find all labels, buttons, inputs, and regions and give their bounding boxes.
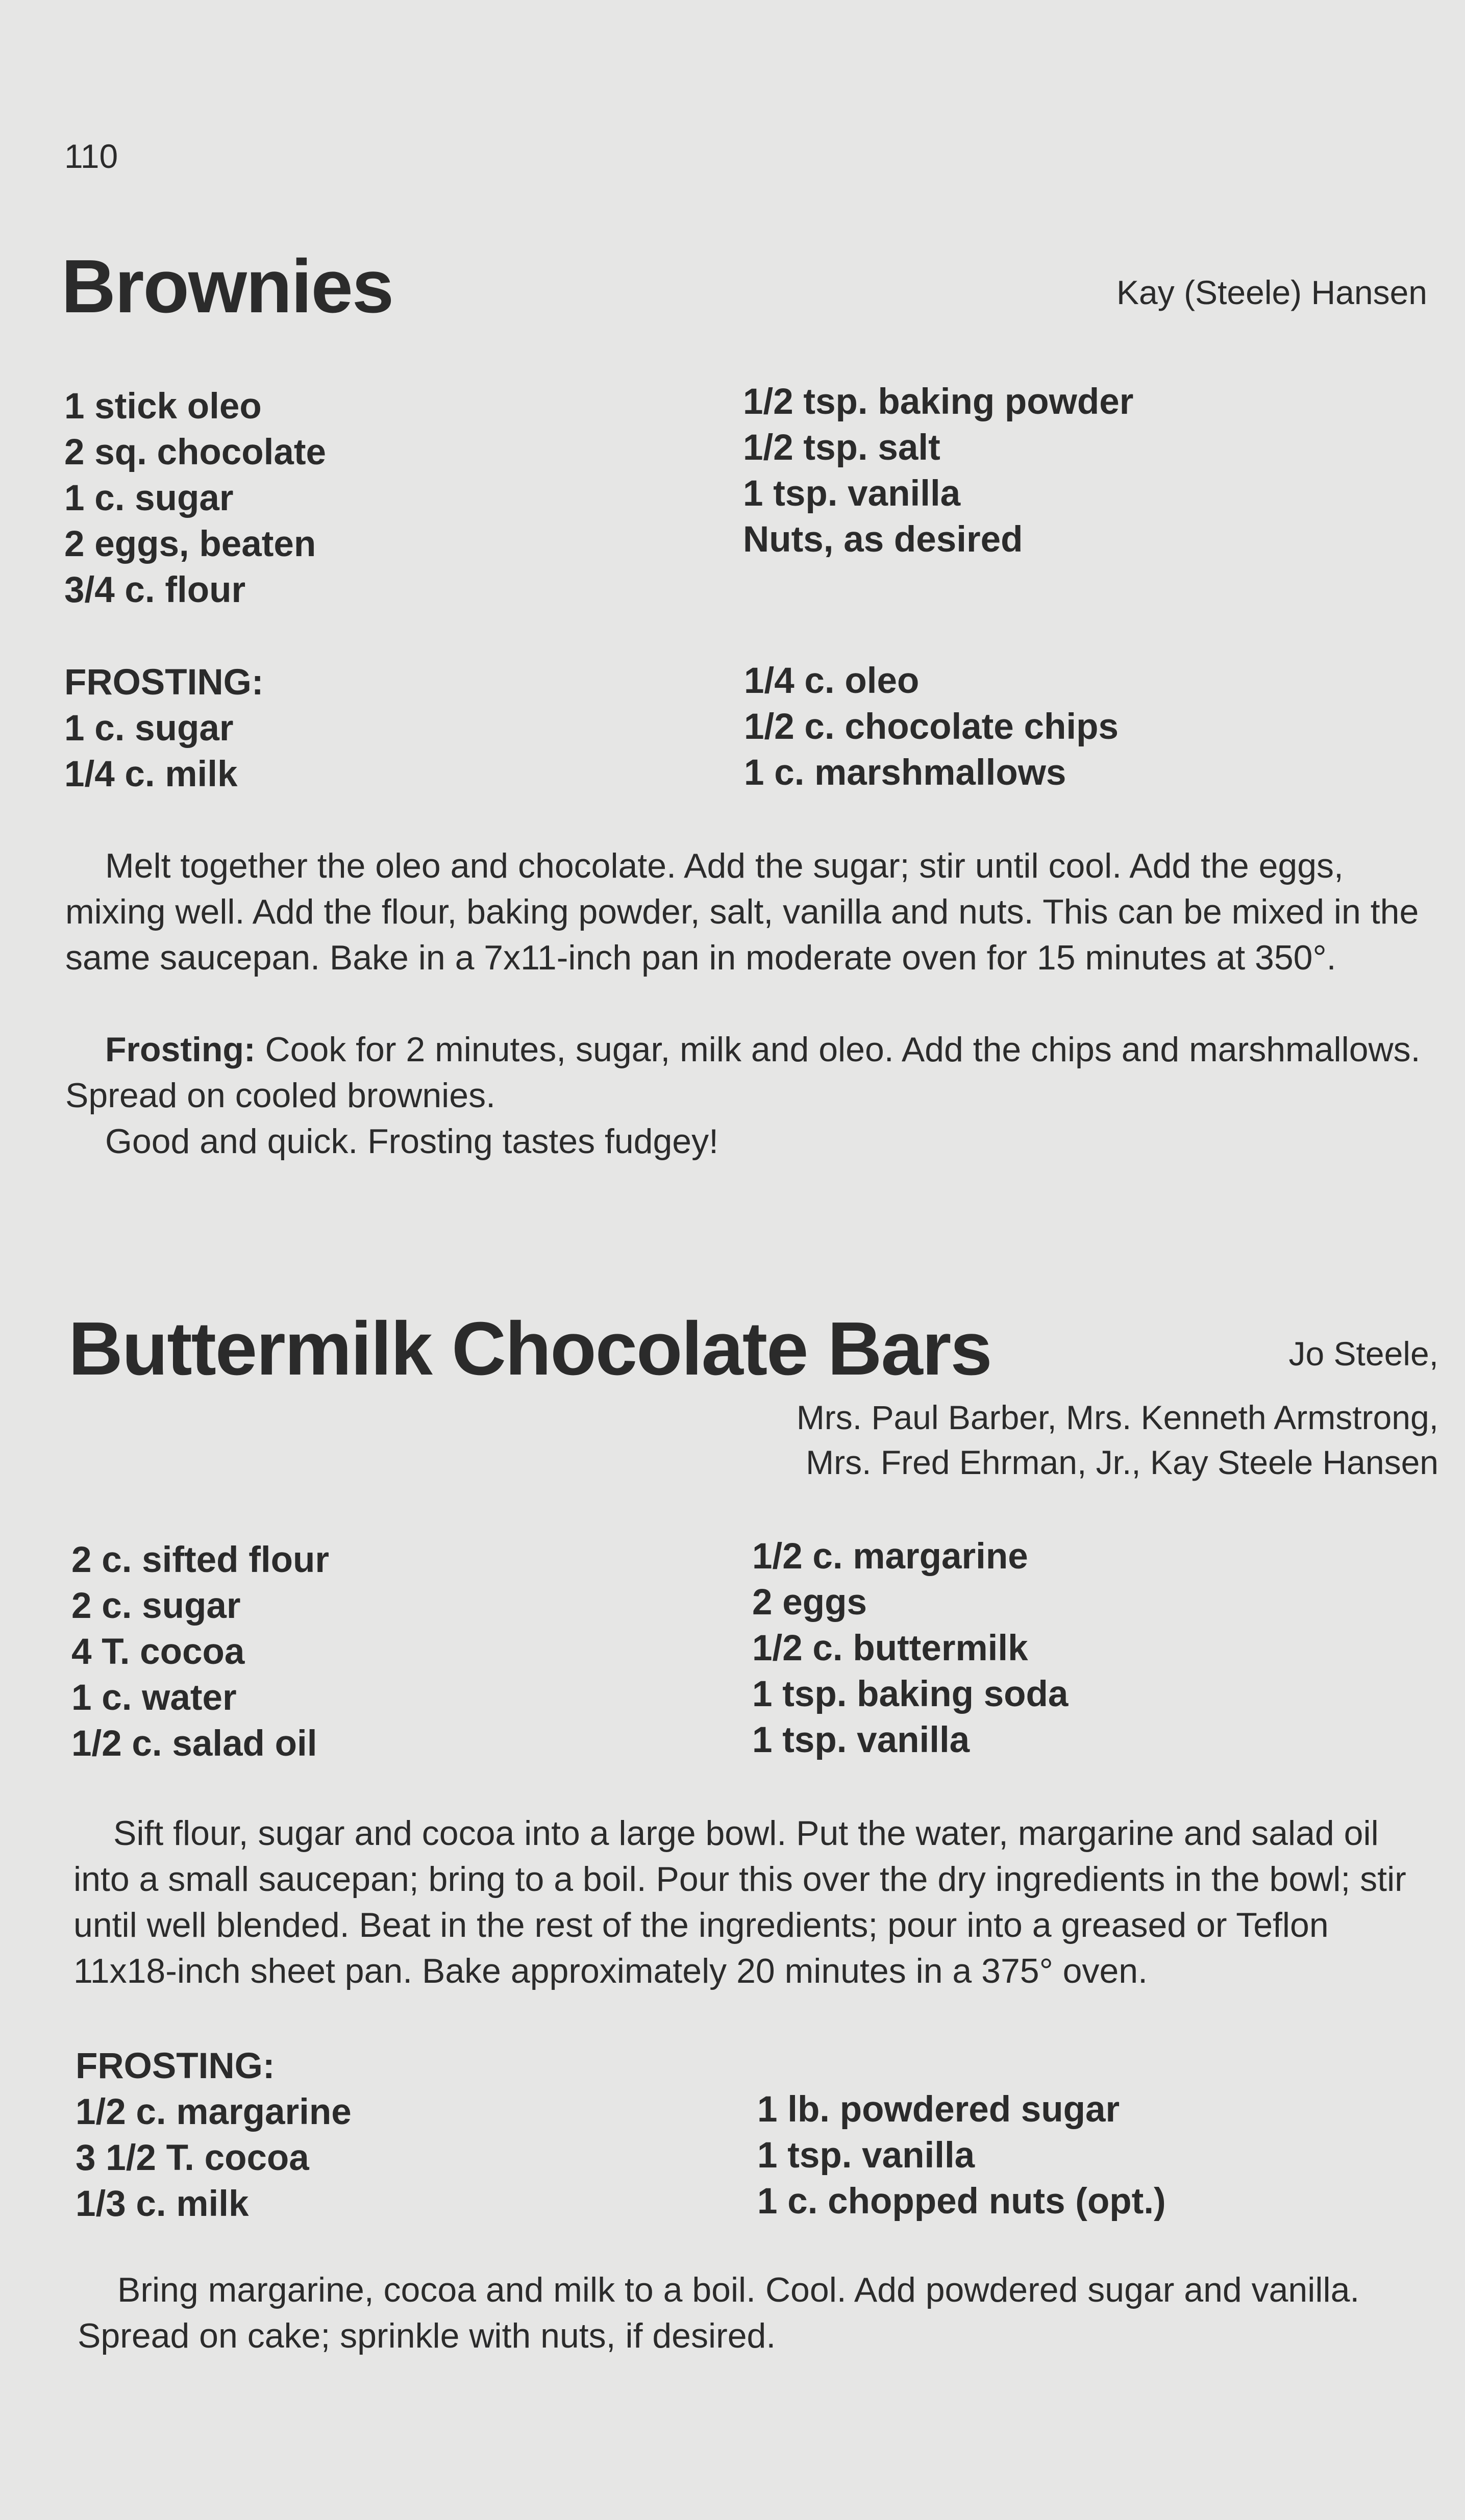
frosting-directions-text: Cook for 2 minutes, sugar, milk and oleo. Add the chips and marshmallows. Spread on cooled brownies. [65,1030,1421,1115]
ingredient-item: 1 c. sugar [64,478,234,518]
recipe-contributor-brownies: Kay (Steele) Hansen [1116,273,1427,311]
frosting-heading: FROSTING: [76,2046,275,2086]
ingredient-item: 1/2 c. chocolate chips [744,707,1119,747]
recipe-contributor-line: Jo Steele, [1288,1335,1438,1373]
ingredient-list-right [752,1534,1068,1763]
ingredient-list-right [743,379,1133,563]
ingredient-item: 1 c. chopped nuts (opt.) [757,2181,1166,2222]
recipe-directions: Melt together the oleo and chocolate. Add the sugar; stir until cool. Add the eggs, mixing well. Add the flour, baking powder, salt, vanilla and nuts. This can be mixed in the same saucepan. Bake in a 7x11-inch pan in moderate oven for 15 minutes at 350°. [65,846,1419,977]
recipe-contributor-line: Mrs. Paul Barber, Mrs. Kenneth Armstrong, [796,1399,1438,1436]
frosting-directions [65,1027,1433,1118]
recipe-title-buttermilk-bars: Buttermilk Chocolate Bars [68,1307,991,1391]
ingredient-item: 1 lb. powdered sugar [757,2089,1120,2130]
ingredient-item: 1 c. sugar [64,708,234,748]
ingredient-item: 1 tsp. vanilla [743,473,961,514]
frosting-directions: Bring margarine, cocoa and milk to a boil. Cool. Add powdered sugar and vanilla. Spread on cake; sprinkle with nuts, if desired. [78,2271,1360,2355]
ingredient-item: Nuts, as desired [743,519,1023,560]
recipe-title-brownies: Brownies [61,244,393,329]
ingredient-item: 1 c. water [71,1678,237,1718]
frosting-list-right [757,2087,1166,2225]
ingredient-item: 1/2 c. margarine [752,1536,1028,1577]
ingredient-item: 1 stick oleo [64,386,262,427]
ingredient-item: 2 c. sugar [71,1586,241,1626]
ingredient-item: 1 tsp. vanilla [757,2135,975,2176]
ingredient-item: 1 tsp. baking soda [752,1674,1069,1714]
frosting-heading: FROSTING: [64,662,264,703]
ingredient-item: 1/2 tsp. baking powder [743,382,1134,422]
ingredient-list-left [71,1537,329,1767]
ingredient-item: 1/3 c. milk [76,2184,249,2224]
ingredient-item: 1/4 c. milk [64,754,238,794]
ingredient-item: 1/2 tsp. salt [743,428,940,468]
ingredient-item: 3/4 c. flour [64,570,246,610]
ingredient-item: 1/2 c. margarine [76,2092,352,2132]
ingredient-item: 2 eggs [752,1582,867,1623]
ingredient-item: 3 1/2 T. cocoa [76,2138,309,2178]
ingredient-item: 2 c. sifted flour [71,1540,329,1580]
page-number: 110 [64,137,118,175]
ingredient-item: 1/2 c. salad oil [71,1724,317,1764]
frosting-label: Frosting: [105,1030,256,1069]
ingredient-item: 2 sq. chocolate [64,432,326,472]
ingredient-list-left [64,384,326,613]
frosting-list-left [76,2043,352,2227]
ingredient-item: 1 tsp. vanilla [752,1720,970,1760]
recipe-contributor-line: Mrs. Fred Ehrman, Jr., Kay Steele Hansen [806,1443,1438,1481]
recipe-note: Good and quick. Frosting tastes fudgey! [105,1122,719,1161]
ingredient-item: 4 T. cocoa [71,1632,245,1672]
ingredient-item: 1/4 c. oleo [744,661,920,701]
frosting-list-right [744,658,1119,796]
ingredient-item: 1 c. marshmallows [744,753,1066,793]
frosting-list-left [64,660,263,797]
ingredient-item: 2 eggs, beaten [64,524,316,564]
ingredient-item: 1/2 c. buttermilk [752,1628,1028,1668]
recipe-directions: Sift flour, sugar and cocoa into a large bowl. Put the water, margarine and salad oil into a small saucepan; bring to a boil. Pour this over the dry ingredients in the bowl; stir until well blended. Beat in the rest of the ingredients; pour into a greased or Teflon 11x18-inch sheet pan. Bake approximately 20 minutes in a 375° oven. [73,1814,1406,1990]
